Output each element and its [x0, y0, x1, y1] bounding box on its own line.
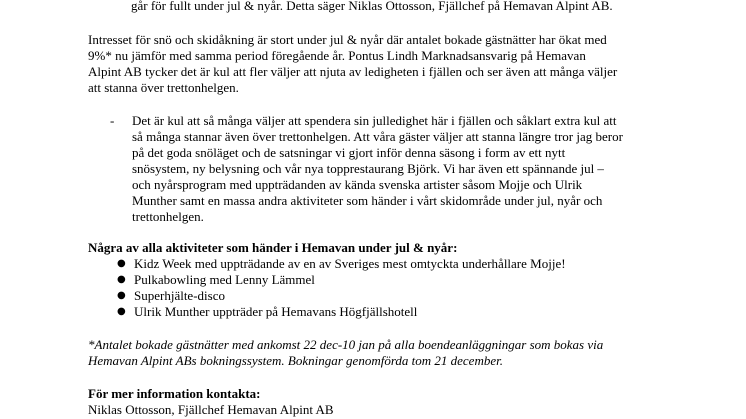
bullet-icon: ● — [117, 306, 126, 317]
quote-line-7: trettonhelgen. — [132, 209, 204, 224]
quote-line-1: Det är kul att så många väljer att spendera sin julledighet här i fjällen och såklart extra kul att — [132, 113, 617, 128]
list-item — [88, 272, 566, 288]
list-item — [88, 288, 566, 304]
activity-text: Pulkabowling med Lenny Lämmel — [134, 272, 315, 287]
interest-line-1: Intresset för snö och skidåkning är stort under jul & nyår där antalet bokade gästnätter har ökat med — [88, 32, 607, 47]
footnote-line-2: Hemavan Alpint ABs bokningssystem. Bokningar genomförda tom 21 december. — [88, 353, 503, 368]
activities-list — [88, 256, 566, 320]
contact-heading: För mer information kontakta: — [88, 386, 261, 401]
quote-line-5: och nyårsprogram med uppträdanden av kända svenska artister såsom Mojje och Ulrik — [132, 177, 583, 192]
quote-line-4: snösystem, ny belysning och vår nya topprestaurang Björk. Vi har även ett spännande jul – — [132, 161, 604, 176]
list-item — [88, 304, 566, 320]
activity-text: Ulrik Munther uppträder på Hemavans Högfjällshotell — [134, 304, 418, 319]
quote-line-6: Munther samt en massa andra aktiviteter som händer i vårt skidområde under jul, nyår och — [132, 193, 603, 208]
footnote-line-1: *Antalet bokade gästnätter med ankomst 22 dec-10 jan på alla boendeanläggningar som bokas via — [88, 337, 604, 352]
interest-paragraph — [88, 32, 658, 96]
footnote — [88, 337, 648, 369]
bullet-icon: ● — [117, 258, 126, 269]
contact-line: Niklas Ottosson, Fjällchef Hemavan Alpint AB — [88, 402, 334, 417]
bullet-icon: ● — [117, 274, 126, 285]
activity-text: Kidz Week med uppträdande av en av Sveriges mest omtyckta underhållare Mojje! — [134, 256, 566, 271]
intro-last-line: går för fullt under jul & nyår. Detta säger Niklas Ottosson, Fjällchef på Hemavan Alpint AB. — [131, 0, 613, 13]
interest-line-2: 9%* nu jämför med samma period föregående år. Pontus Lindh Marknadsansvarig på Hemavan — [88, 48, 586, 63]
activity-text: Superhjälte-disco — [134, 288, 225, 303]
quote-line-2: så många stannar även över trettonhelgen. Att våra gäster väljer att stanna längre tror jag beror — [132, 129, 623, 144]
quote-line-3: på det goda snöläget och de satsningar vi gjort inför denna säsong i form av ett nytt — [132, 145, 566, 160]
activities-heading: Några av alla aktiviteter som händer i Hemavan under jul & nyår: — [88, 240, 458, 255]
list-item — [88, 256, 566, 272]
bullet-icon: ● — [117, 290, 126, 301]
interest-line-4: att stanna över trettonhelgen. — [88, 80, 239, 95]
quote-text — [132, 113, 658, 225]
interest-line-3: Alpint AB tycker det är kul att fler väljer att njuta av ledigheten i fjällen och ser även att många väljer — [88, 64, 618, 79]
quote-dash: - — [110, 113, 115, 128]
